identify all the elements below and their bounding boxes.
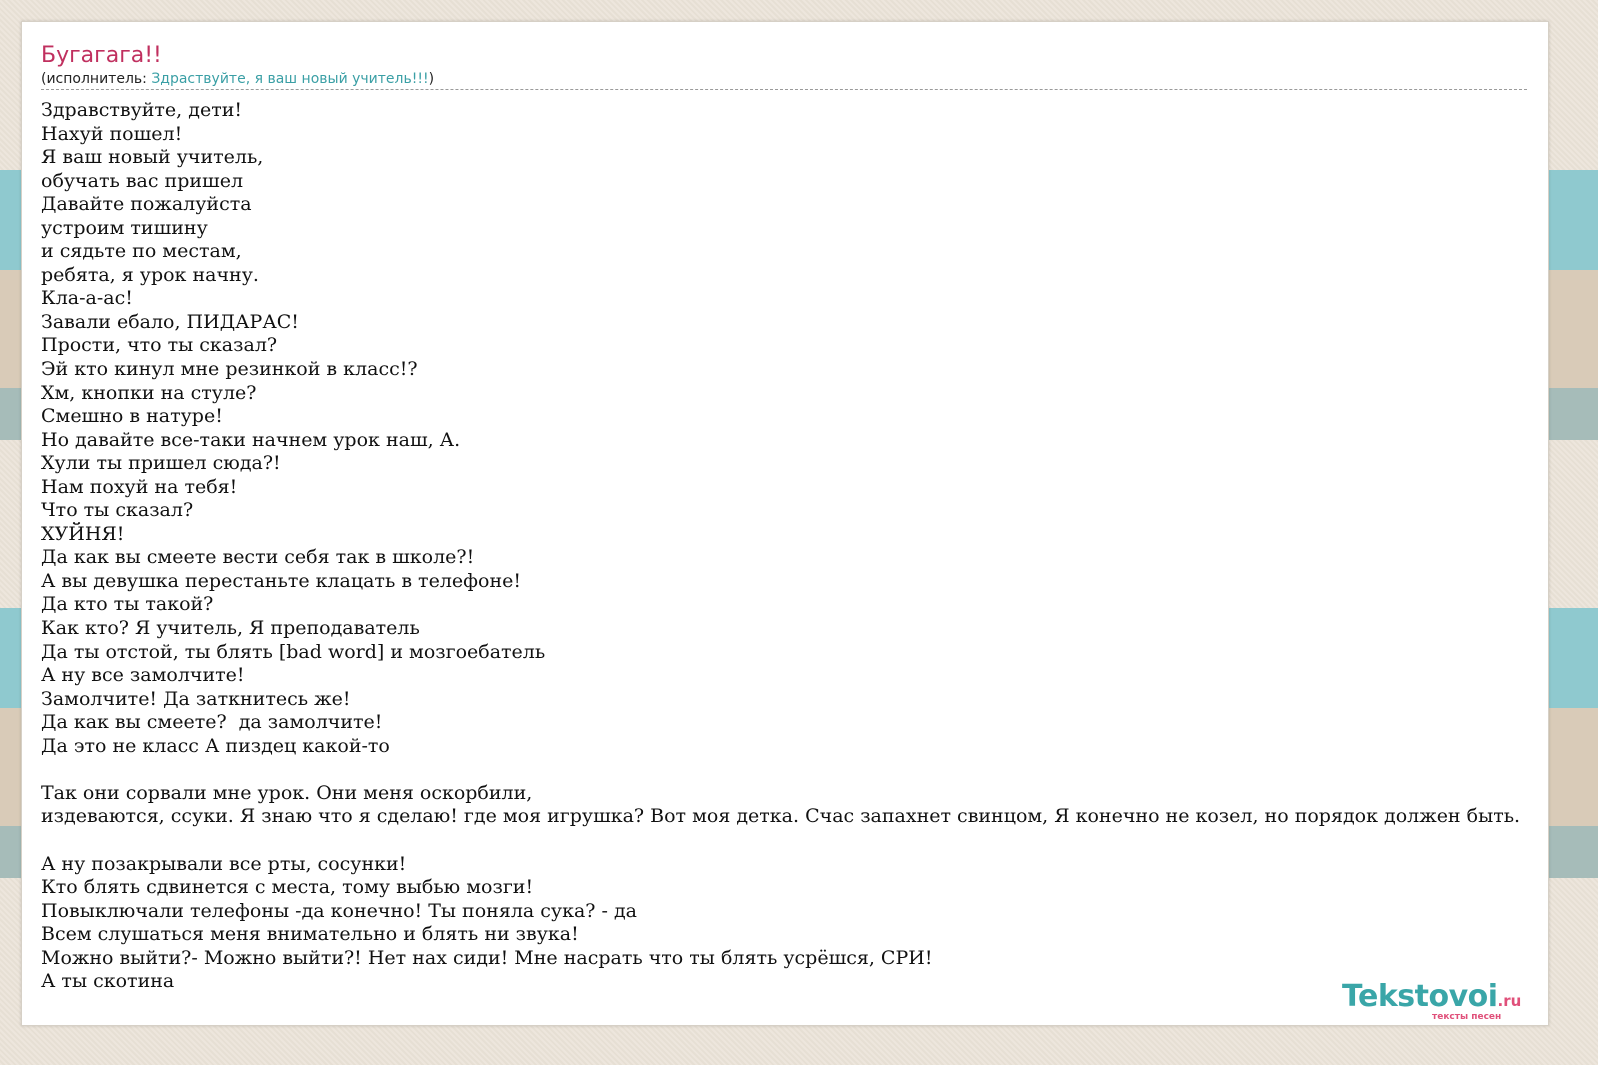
site-logo[interactable] xyxy=(1342,980,1542,1020)
lyric-line xyxy=(41,758,1520,782)
lyric-line: Прости, что ты сказал? xyxy=(41,334,278,357)
lyric-line: Нахуй пошел! xyxy=(41,122,183,145)
lyric-line xyxy=(41,829,1520,853)
lyric-line: Да кто ты такой? xyxy=(41,593,214,616)
lyric-line: Но давайте все-таки начнем урок наш, А. xyxy=(41,428,461,451)
lyric-line: Как кто? Я учитель, Я преподаватель xyxy=(41,617,420,640)
lyric-line: Да ты отстой, ты блять [bad word] и мозгоебатель xyxy=(41,640,546,663)
lyric-line: Здравствуйте, дети! xyxy=(41,99,243,121)
lyric-line: Повыключали телефоны -да конечно! Ты поняла сука? - да xyxy=(41,899,637,922)
lyric-line: Кла-а-ас! xyxy=(41,287,133,310)
lyric-line: А вы девушка перестаньте клацать в телефоне! xyxy=(41,569,521,592)
lyric-line: Так они сорвали мне урок. Они меня оскорбили, xyxy=(41,781,533,804)
artist-link[interactable]: Здраствуйте, я ваш новый учитель!!! xyxy=(151,71,429,87)
lyric-line: и сядьте по местам, xyxy=(41,240,242,263)
lyric-line: А ну все замолчите! xyxy=(41,664,245,687)
logo-domain-suffix: .ru xyxy=(1497,992,1522,1010)
title-divider xyxy=(41,89,1527,90)
lyrics-card xyxy=(21,21,1549,1026)
lyric-line: А ну позакрывали все рты, сосунки! xyxy=(41,852,407,875)
lyric-line: издеваются, ссуки. Я знаю что я сделаю! где моя игрушка? Вот моя детка. Счас запахнет свинцом, Я конечно не козел, но порядок должен быть. xyxy=(41,805,1521,828)
lyric-line: ребята, я урок начну. xyxy=(41,263,259,286)
lyric-line: Да как вы смеете вести себя так в школе?! xyxy=(41,546,475,569)
lyric-line: Да как вы смеете? да замолчите! xyxy=(41,711,383,734)
lyric-line: устроим тишину xyxy=(41,216,208,239)
song-title: Бугагага!! xyxy=(41,43,162,68)
artist-suffix: ) xyxy=(428,71,435,87)
lyric-line: обучать вас пришел xyxy=(41,169,244,192)
lyric-line: Хули ты пришел сюда?! xyxy=(41,452,281,475)
logo-tagline: тексты песен xyxy=(1432,1012,1502,1022)
logo-main-text: Tekstovoi xyxy=(1342,979,1498,1014)
lyric-line: Нам похуй на тебя! xyxy=(41,475,238,498)
lyric-line: Замолчите! Да заткнитесь же! xyxy=(41,687,351,710)
lyric-line: Смешно в натуре! xyxy=(41,405,223,428)
lyric-line: Завали ебало, ПИДАРАС! xyxy=(41,310,299,333)
lyric-line: А ты скотина xyxy=(41,970,175,993)
lyric-line: Давайте пожалуйста xyxy=(41,193,252,216)
lyric-line: ХУЙНЯ! xyxy=(41,522,125,545)
lyric-line: Что ты сказал? xyxy=(41,499,194,522)
artist-line xyxy=(41,70,434,88)
lyric-line: Я ваш новый учитель, xyxy=(41,146,264,169)
lyrics-text xyxy=(41,99,1520,994)
lyric-line: Да это не класс А пиздец какой-то xyxy=(41,734,390,757)
lyric-line: Кто блять сдвинется с места, тому выбью мозги! xyxy=(41,876,534,899)
lyric-line: Хм, кнопки на стуле? xyxy=(41,381,257,404)
lyric-line: Эй кто кинул мне резинкой в класс!? xyxy=(41,358,418,381)
lyric-line: Можно выйти?- Можно выйти?! Нет нах сиди! Мне насрать что ты блять усрёшся, СРИ! xyxy=(41,946,933,969)
lyric-line: Всем слушаться меня внимательно и блять ни звука! xyxy=(41,923,579,946)
artist-prefix: (исполнитель: xyxy=(41,71,152,87)
